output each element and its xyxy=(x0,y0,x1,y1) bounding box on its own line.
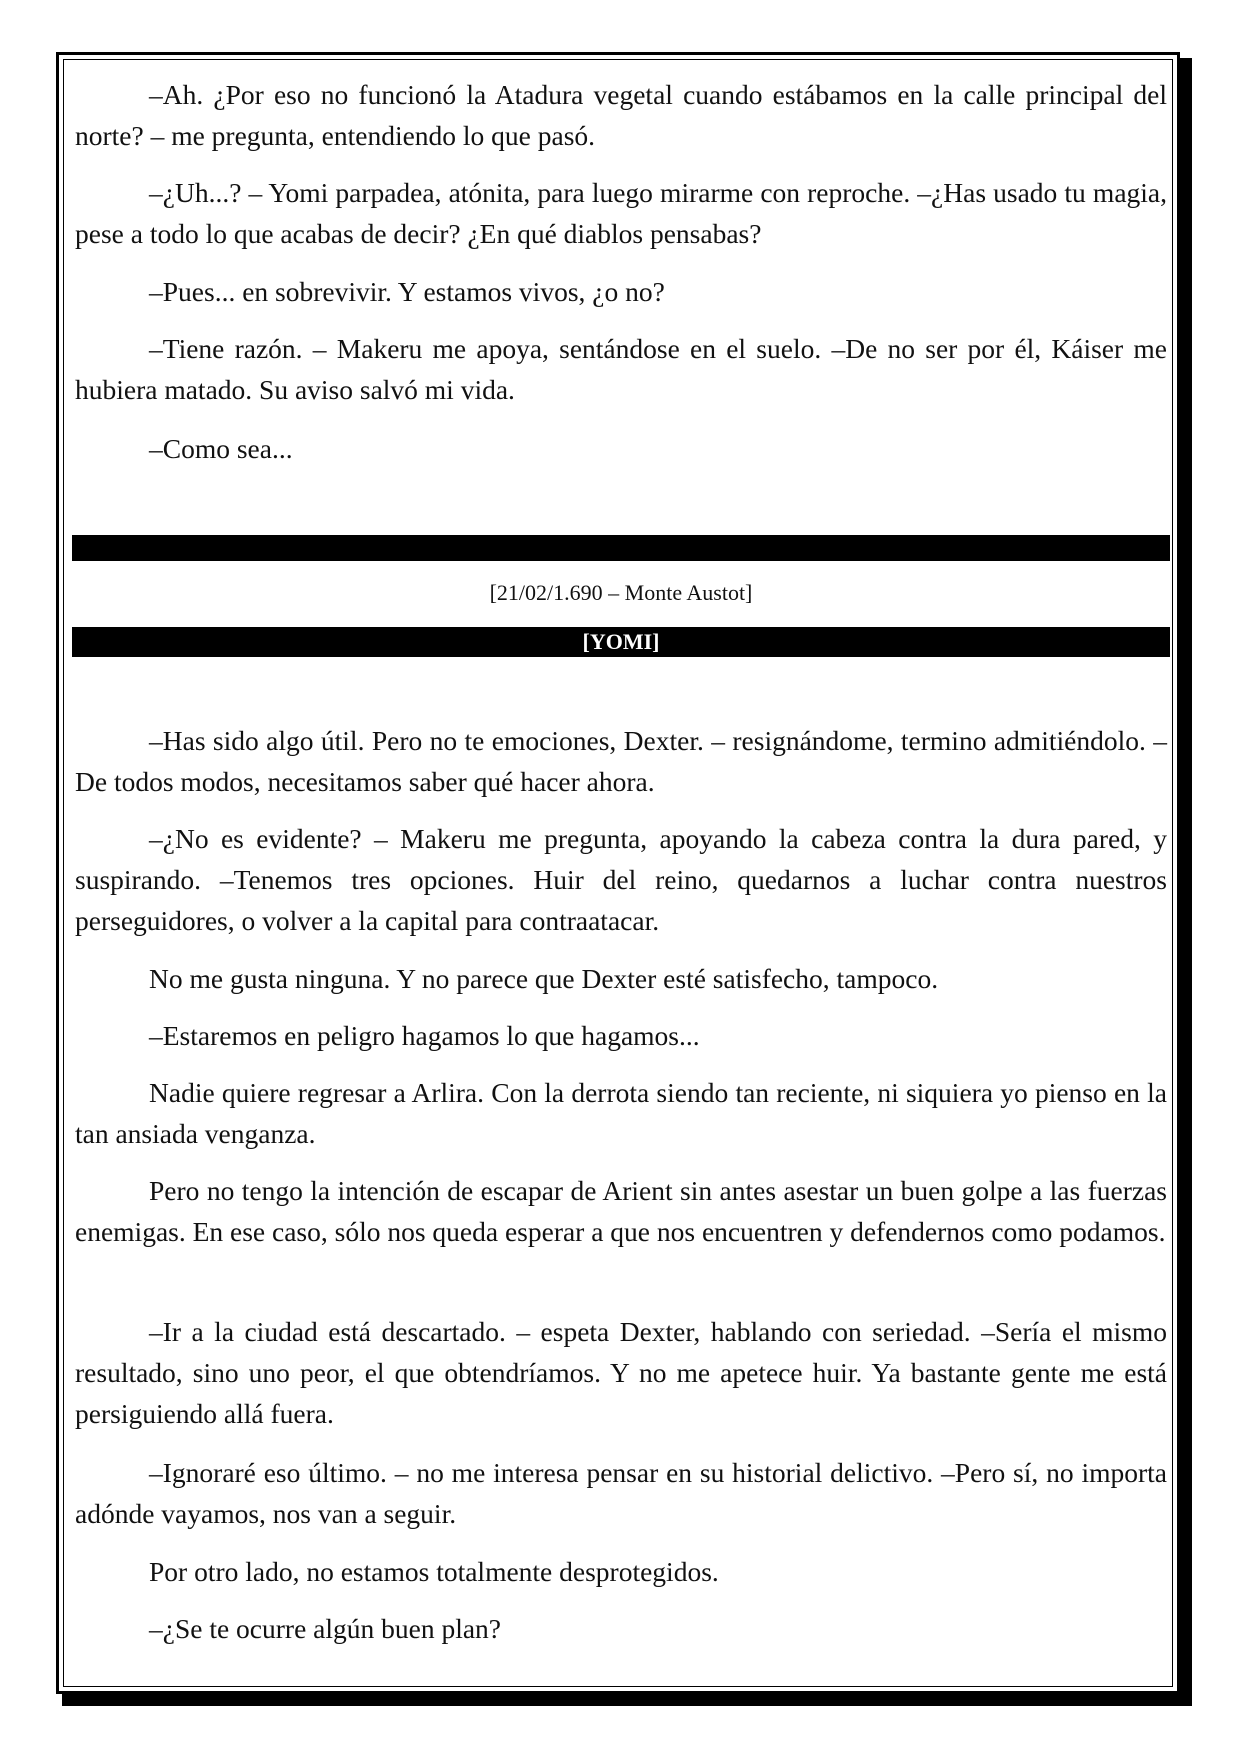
paragraph: Nadie quiere regresar a Arlira. Con la derrota siendo tan reciente, ni siquiera yo pienso en la tan ansiada venganza. xyxy=(75,1077,1167,1149)
paragraph: –Has sido algo útil. Pero no te emociones, Dexter. – resignándome, termino admitiéndolo. –De todos modos, necesitamos saber qué hacer ahora. xyxy=(75,725,1167,797)
paragraph: –¿No es evidente? – Makeru me pregunta, apoyando la cabeza contra la dura pared, y suspirando. –Tenemos tres opciones. Huir del reino, quedarnos a luchar contra nuestros perseguidores, o volver a la capital para contraatacar. xyxy=(75,823,1167,936)
paragraph: Pero no tengo la intención de escapar de Arient sin antes asestar un buen golpe a las fuerzas enemigas. En ese caso, sólo nos queda esperar a que nos encuentren y defendernos como podamos. xyxy=(75,1175,1167,1247)
pov-character-bar: [YOMI] xyxy=(72,627,1170,657)
paragraph: –Estaremos en peligro hagamos lo que hagamos... xyxy=(149,1020,700,1051)
paragraph: –¿Uh...? – Yomi parpadea, atónita, para luego mirarme con reproche. –¿Has usado tu magia, pese a todo lo que acabas de decir? ¿En qué diablos pensabas? xyxy=(75,177,1167,249)
paragraph: –Ignoraré eso último. – no me interesa pensar en su historial delictivo. –Pero sí, no importa adónde vayamos, nos van a seguir. xyxy=(75,1457,1167,1529)
paragraph: –Tiene razón. – Makeru me apoya, sentándose en el suelo. –De no ser por él, Káiser me hubiera matado. Su aviso salvó mi vida. xyxy=(75,333,1167,405)
paragraph: –Ir a la ciudad está descartado. – espeta Dexter, hablando con seriedad. –Sería el mismo resultado, sino uno peor, el que obtendríamos. Y no me apetece huir. Ya bastante gente me está persiguiendo allá fuera. xyxy=(75,1316,1167,1429)
paragraph: –Como sea... xyxy=(149,433,293,464)
paragraph: –Ah. ¿Por eso no funcionó la Atadura vegetal cuando estábamos en la calle principal del norte? – me pregunta, entendiendo lo que pasó. xyxy=(75,79,1167,151)
paragraph: No me gusta ninguna. Y no parece que Dexter esté satisfecho, tampoco. xyxy=(149,963,939,994)
paragraph: –Pues... en sobrevivir. Y estamos vivos, ¿o no? xyxy=(149,276,665,307)
paragraph: Por otro lado, no estamos totalmente desprotegidos. xyxy=(149,1556,719,1587)
section-divider-bar xyxy=(72,535,1170,561)
paragraph: –¿Se te ocurre algún buen plan? xyxy=(149,1613,502,1644)
scene-dateline: [21/02/1.690 – Monte Austot] xyxy=(489,580,753,605)
